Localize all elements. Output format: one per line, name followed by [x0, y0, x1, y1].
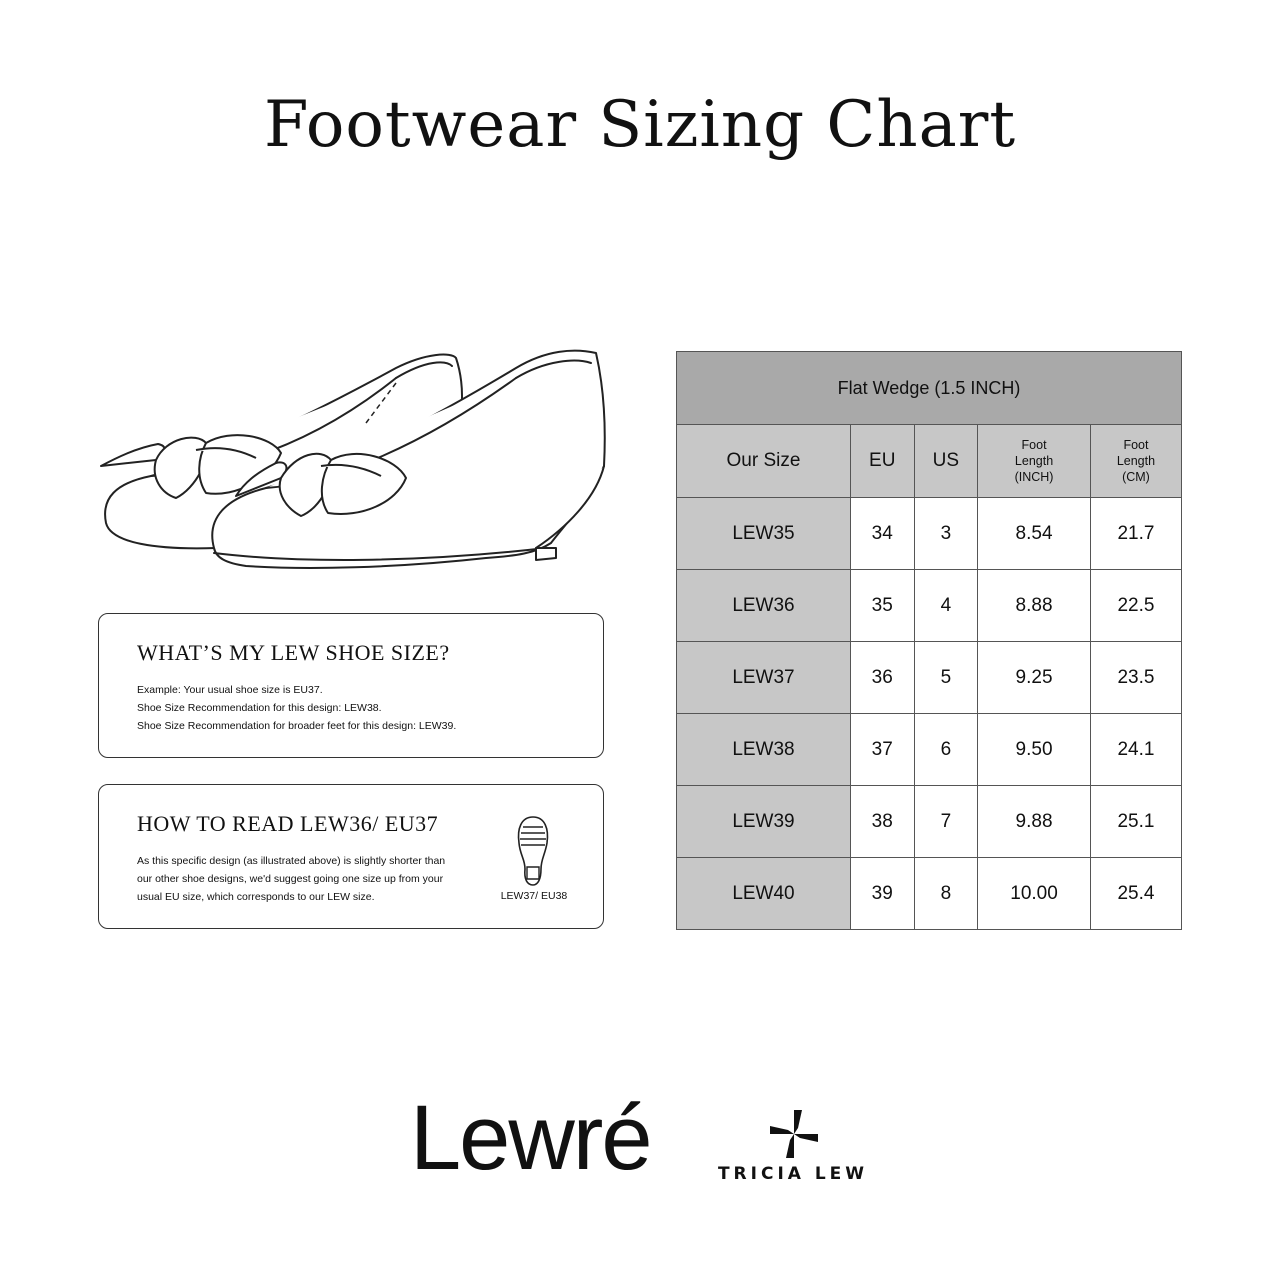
sole-icon-label: LEW37/ EU38 — [500, 890, 568, 902]
table-header-row — [677, 425, 1182, 498]
lewre-logo: Lewré — [410, 1087, 651, 1189]
us-cell: 8 — [914, 858, 978, 930]
how-to-read-line-1: As this specific design (as illustrated above) is slightly shorter than — [137, 855, 446, 867]
inch-cell: 10.00 — [978, 858, 1091, 930]
inch-cell: 9.25 — [978, 642, 1091, 714]
shoe-pair-illustration — [96, 348, 616, 578]
table-row — [677, 642, 1182, 714]
how-to-read-line-2: our other shoe designs, we'd suggest going one size up from your — [137, 873, 444, 885]
pinwheel-logo-icon — [766, 1106, 822, 1162]
page-title: Footwear Sizing Chart — [263, 88, 1017, 162]
inch-cell: 8.54 — [978, 498, 1091, 570]
tricia-lew-logo-text: TRICIA LEW — [717, 1164, 869, 1184]
lew-size-info-box — [98, 613, 604, 758]
us-cell: 3 — [914, 498, 978, 570]
cm-cell: 25.1 — [1090, 786, 1181, 858]
cm-cell: 22.5 — [1090, 570, 1181, 642]
shoe-sole-icon — [513, 815, 553, 887]
our-size-cell: LEW37 — [677, 642, 851, 714]
eu-cell: 38 — [850, 786, 914, 858]
our-size-cell: LEW38 — [677, 714, 851, 786]
lew-size-heading: WHAT’S MY LEW SHOE SIZE? — [137, 640, 450, 665]
table-row — [677, 858, 1182, 930]
our-size-cell: LEW36 — [677, 570, 851, 642]
cm-cell: 24.1 — [1090, 714, 1181, 786]
our-size-cell: LEW35 — [677, 498, 851, 570]
table-row — [677, 714, 1182, 786]
header-foot-length-cm — [1090, 425, 1181, 498]
our-size-cell: LEW40 — [677, 858, 851, 930]
our-size-cell: LEW39 — [677, 786, 851, 858]
eu-cell: 34 — [850, 498, 914, 570]
eu-cell: 35 — [850, 570, 914, 642]
inch-cell: 9.50 — [978, 714, 1091, 786]
cm-cell: 25.4 — [1090, 858, 1181, 930]
us-cell: 7 — [914, 786, 978, 858]
header-us: US — [914, 425, 978, 498]
table-caption: Flat Wedge (1.5 INCH) — [677, 352, 1182, 425]
eu-cell: 37 — [850, 714, 914, 786]
eu-cell: 36 — [850, 642, 914, 714]
inch-cell: 9.88 — [978, 786, 1091, 858]
header-foot-length-inch-text: Foot Length (INCH) — [1014, 438, 1054, 484]
how-to-read-heading: HOW TO READ LEW36/ EU37 — [137, 811, 439, 836]
lew-size-example: Example: Your usual shoe size is EU37. — [137, 684, 323, 696]
header-foot-length-cm-text: Foot Length (CM) — [1116, 438, 1156, 484]
sizing-table — [676, 351, 1182, 930]
how-to-read-box — [98, 784, 604, 929]
table-row — [677, 498, 1182, 570]
us-cell: 4 — [914, 570, 978, 642]
header-our-size: Our Size — [677, 425, 851, 498]
cm-cell: 21.7 — [1090, 498, 1181, 570]
table-row — [677, 570, 1182, 642]
lew-size-broad-recommendation: Shoe Size Recommendation for broader feet for this design: LEW39. — [137, 720, 457, 732]
cm-cell: 23.5 — [1090, 642, 1181, 714]
eu-cell: 39 — [850, 858, 914, 930]
us-cell: 5 — [914, 642, 978, 714]
us-cell: 6 — [914, 714, 978, 786]
header-foot-length-inch — [978, 425, 1091, 498]
how-to-read-line-3: usual EU size, which corresponds to our LEW size. — [137, 891, 375, 903]
table-row — [677, 786, 1182, 858]
lew-size-recommendation: Shoe Size Recommendation for this design: LEW38. — [137, 702, 382, 714]
header-eu: EU — [850, 425, 914, 498]
inch-cell: 8.88 — [978, 570, 1091, 642]
